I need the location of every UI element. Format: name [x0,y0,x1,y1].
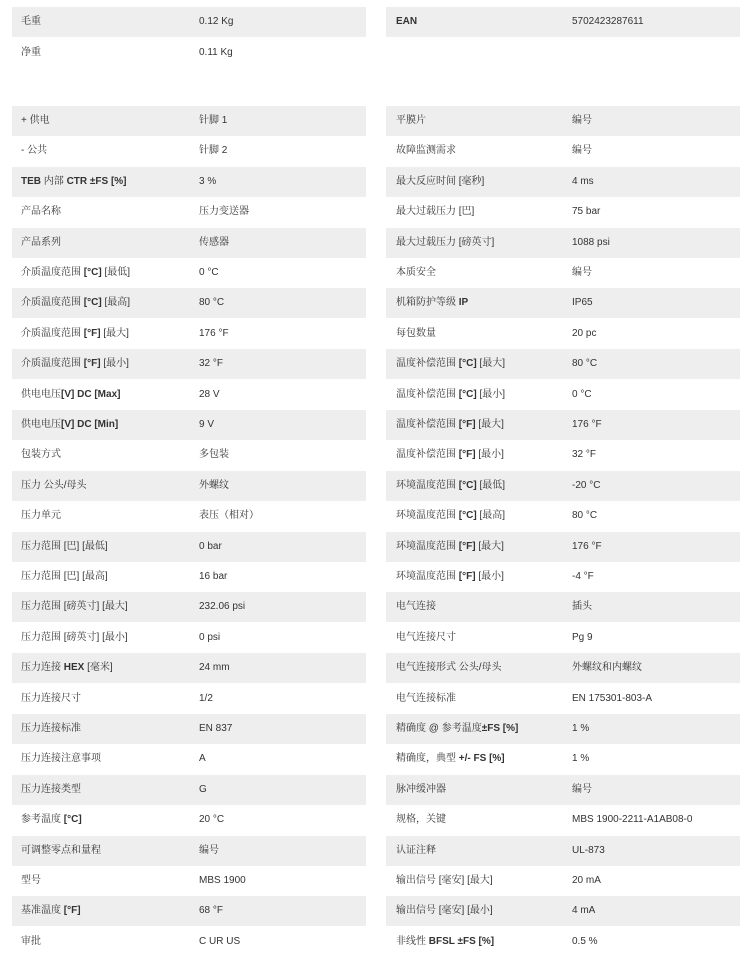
spec-row [386,440,740,470]
spec-row [12,471,366,501]
spec-label: 介质温度范围 [°F] [最小] [21,358,129,370]
spec-row [12,349,366,379]
spec-value: 编号 [572,267,592,278]
spec-label: 介质温度范围 [°C] [最低] [21,267,131,278]
spec-label: 压力范围 [磅英寸] [最大] [21,601,128,613]
spec-label: TEB 内部 CTR ±FS [%] [21,175,127,187]
spec-value: 0 psi [199,631,221,643]
spec-label: 温度补偿范围 [°F] [最大] [396,419,504,430]
spec-value: 68 °F [199,905,224,917]
spec-label: 温度补偿范围 [°C] [最大] [396,358,506,370]
spec-label: + 供电 [21,115,50,126]
spec-value: 0 bar [199,540,222,552]
spec-row [12,714,366,744]
spec-row [12,501,366,531]
spec-row [386,319,740,349]
spec-row [12,532,366,562]
spec-value: C UR US [199,935,241,947]
spec-label: 认证注释 [396,844,436,856]
spec-row [386,927,740,957]
spec-label: 环境温度范围 [°F] [最小] [396,571,504,582]
spec-row [386,775,740,805]
spec-label: 电气连接形式 公头/母头 [396,662,502,674]
spec-value: 针脚 2 [199,145,228,157]
spec-row [386,410,740,440]
spec-label: 精确度 @ 参考温度±FS [%] [396,723,519,734]
spec-value: 32 °F [199,358,224,370]
spec-row [12,258,366,288]
spec-label: 压力连接标准 [21,723,81,734]
spec-row [12,927,366,957]
spec-label: 压力范围 [巴] [最低] [21,540,108,552]
spec-row [12,744,366,774]
spec-label: 压力范围 [巴] [最高] [21,571,108,582]
spec-value: 编号 [572,145,592,157]
spec-label: 产品系列 [21,236,61,248]
spec-value: 80 °C [199,297,225,309]
spec-label: 规格，关键 [396,814,446,826]
spec-column-right [386,0,740,978]
spec-label: 电气连接 [396,601,436,613]
spec-label: 环境温度范围 [°C] [最高] [396,510,506,522]
spec-row [386,228,740,258]
spec-row [386,501,740,531]
spec-label: 参考温度 [°C] [21,814,82,826]
spec-label: 压力 公头/母头 [21,479,87,491]
spec-row [386,684,740,714]
spec-label: 压力连接类型 [21,783,81,795]
spec-value: MBS 1900-2211-A1AB08-0 [572,814,693,826]
spec-row [386,7,740,37]
spec-value: MBS 1900 [199,875,246,886]
spec-value: 1088 psi [572,236,610,248]
spec-value: IP65 [572,297,593,309]
spec-label: 供电电压[V] DC [Max] [21,388,121,400]
spec-label: 脉冲缓冲器 [396,783,446,795]
spec-label: - 公共 [21,145,48,157]
spec-row [386,197,740,227]
spec-row [12,288,366,318]
spec-row [12,38,366,68]
spec-label: 基准温度 [°F] [21,905,81,917]
spec-row [386,288,740,318]
spec-value: 9 V [199,419,215,430]
spec-value: EN 837 [199,723,233,734]
spec-value: 3 % [199,175,217,187]
spec-value: 传感器 [199,236,229,248]
spec-value: 表压（相对） [199,510,259,522]
spec-value: G [199,783,207,795]
spec-label: 精确度，典型 +/- FS [%] [396,753,505,765]
spec-value: EN 175301-803-A [572,692,653,704]
spec-value: 20 °C [199,814,225,826]
spec-value: 0.12 Kg [199,16,234,27]
spec-row [12,319,366,349]
spec-value: 24 mm [199,662,230,674]
spec-row [386,532,740,562]
spec-label: 电气连接标准 [396,692,456,704]
spec-label: 最大反应时间 [毫秒] [396,175,485,187]
spec-value: 0.5 % [572,935,598,947]
spec-label: 包装方式 [21,449,61,461]
spec-label: 介质温度范围 [°F] [最大] [21,327,129,339]
spec-row [12,775,366,805]
spec-label: 每包数量 [396,327,436,339]
spec-row [12,684,366,714]
spec-row [12,836,366,866]
spec-value: 0 °C [572,388,592,400]
spec-label: 审批 [21,935,41,947]
spec-value: 插头 [572,601,592,613]
spec-row [386,653,740,683]
spec-value: 75 bar [572,206,601,218]
spec-value: A [199,753,206,765]
spec-row [12,410,366,440]
spec-label: 温度补偿范围 [°F] [最小] [396,449,504,461]
spec-row [12,653,366,683]
spec-value: -4 °F [572,571,594,582]
spec-label: 温度补偿范围 [°C] [最小] [396,388,506,400]
spec-label: 故障监测需求 [396,145,456,157]
spec-label: 介质温度范围 [°C] [最高] [21,297,131,309]
spec-value: 编号 [199,844,219,856]
spec-row [12,106,366,136]
spec-row [12,380,366,410]
spec-row [12,197,366,227]
spec-value: -20 °C [572,479,601,491]
spec-row [386,836,740,866]
spec-label: 压力连接 HEX [毫米] [21,662,113,674]
spec-row [386,471,740,501]
spec-value: 176 °F [572,540,602,552]
spec-value: 232.06 psi [199,601,246,613]
spec-row [386,258,740,288]
spec-value: 28 V [199,388,220,400]
spec-row [386,744,740,774]
spec-row [386,592,740,622]
spec-row [12,440,366,470]
spec-value: 80 °C [572,510,598,522]
spec-row [12,866,366,896]
spec-value: 20 pc [572,327,597,339]
spec-row [386,866,740,896]
spec-row [12,7,366,37]
spec-label: 产品名称 [21,206,61,218]
spec-row [12,228,366,258]
spec-value: 1 % [572,753,590,765]
spec-value: 多包装 [199,449,229,461]
spec-row [12,805,366,835]
spec-value: 16 bar [199,571,228,582]
spec-label: 输出信号 [毫安] [最大] [396,875,493,886]
spec-value: 外螺纹 [199,479,229,491]
spec-value: 针脚 1 [199,115,228,126]
spec-row [12,136,366,166]
spec-label: 本质安全 [396,267,436,278]
spec-row [386,805,740,835]
spec-value: 编号 [572,115,592,126]
spec-row [12,623,366,653]
spec-row [386,106,740,136]
spec-label: 非线性 BFSL ±FS [%] [396,935,495,947]
spec-label: 环境温度范围 [°F] [最大] [396,540,504,552]
spec-label: 供电电压[V] DC [Min] [21,419,119,430]
spec-value: 外螺纹和内螺纹 [572,662,642,674]
spec-label: 压力单元 [21,510,61,522]
spec-value: 176 °F [199,327,229,339]
spec-label: 净重 [21,46,41,58]
spec-row [12,592,366,622]
spec-value: 1 % [572,723,590,734]
spec-row [386,349,740,379]
spec-label: 压力范围 [磅英寸] [最小] [21,631,128,643]
spec-label: 最大过载压力 [巴] [396,206,475,218]
spec-row [386,714,740,744]
spec-row [12,896,366,926]
spec-label: 输出信号 [毫安] [最小] [396,905,493,917]
spec-value: 5702423287611 [572,16,644,27]
spec-row [386,623,740,653]
spec-value: 4 mA [572,905,596,917]
spec-label: 环境温度范围 [°C] [最低] [396,479,506,491]
spec-value: 编号 [572,783,592,795]
spec-row [386,562,740,592]
spec-row [386,167,740,197]
spec-label: 型号 [21,875,41,886]
spec-column-left [12,0,366,978]
spec-label: 最大过载压力 [磅英寸] [396,236,495,248]
spec-value: 0.11 Kg [199,46,233,58]
spec-value: 32 °F [572,449,597,461]
spec-value: 176 °F [572,419,602,430]
spec-value: 4 ms [572,175,594,187]
spec-row [386,380,740,410]
spec-value: 0 °C [199,267,219,278]
spec-value: Pg 9 [572,631,593,643]
spec-row [12,562,366,592]
spec-label: 平膜片 [396,115,426,126]
spec-value: 压力变送器 [199,206,249,218]
spec-value: 1/2 [199,692,213,704]
spec-label: 电气连接尺寸 [396,631,456,643]
spec-row [12,167,366,197]
spec-value: 20 mA [572,875,601,886]
spec-label: 可调整零点和量程 [21,844,101,856]
spec-label: 毛重 [21,16,41,27]
spec-label: 压力连接注意事项 [21,753,101,765]
spec-label: 机箱防护等级 IP [396,297,469,309]
spec-label: 压力连接尺寸 [21,692,81,704]
spec-label: EAN [396,16,418,27]
spec-row [386,136,740,166]
spec-value: 80 °C [572,358,598,370]
spec-value: UL-873 [572,844,605,856]
spec-row [386,896,740,926]
